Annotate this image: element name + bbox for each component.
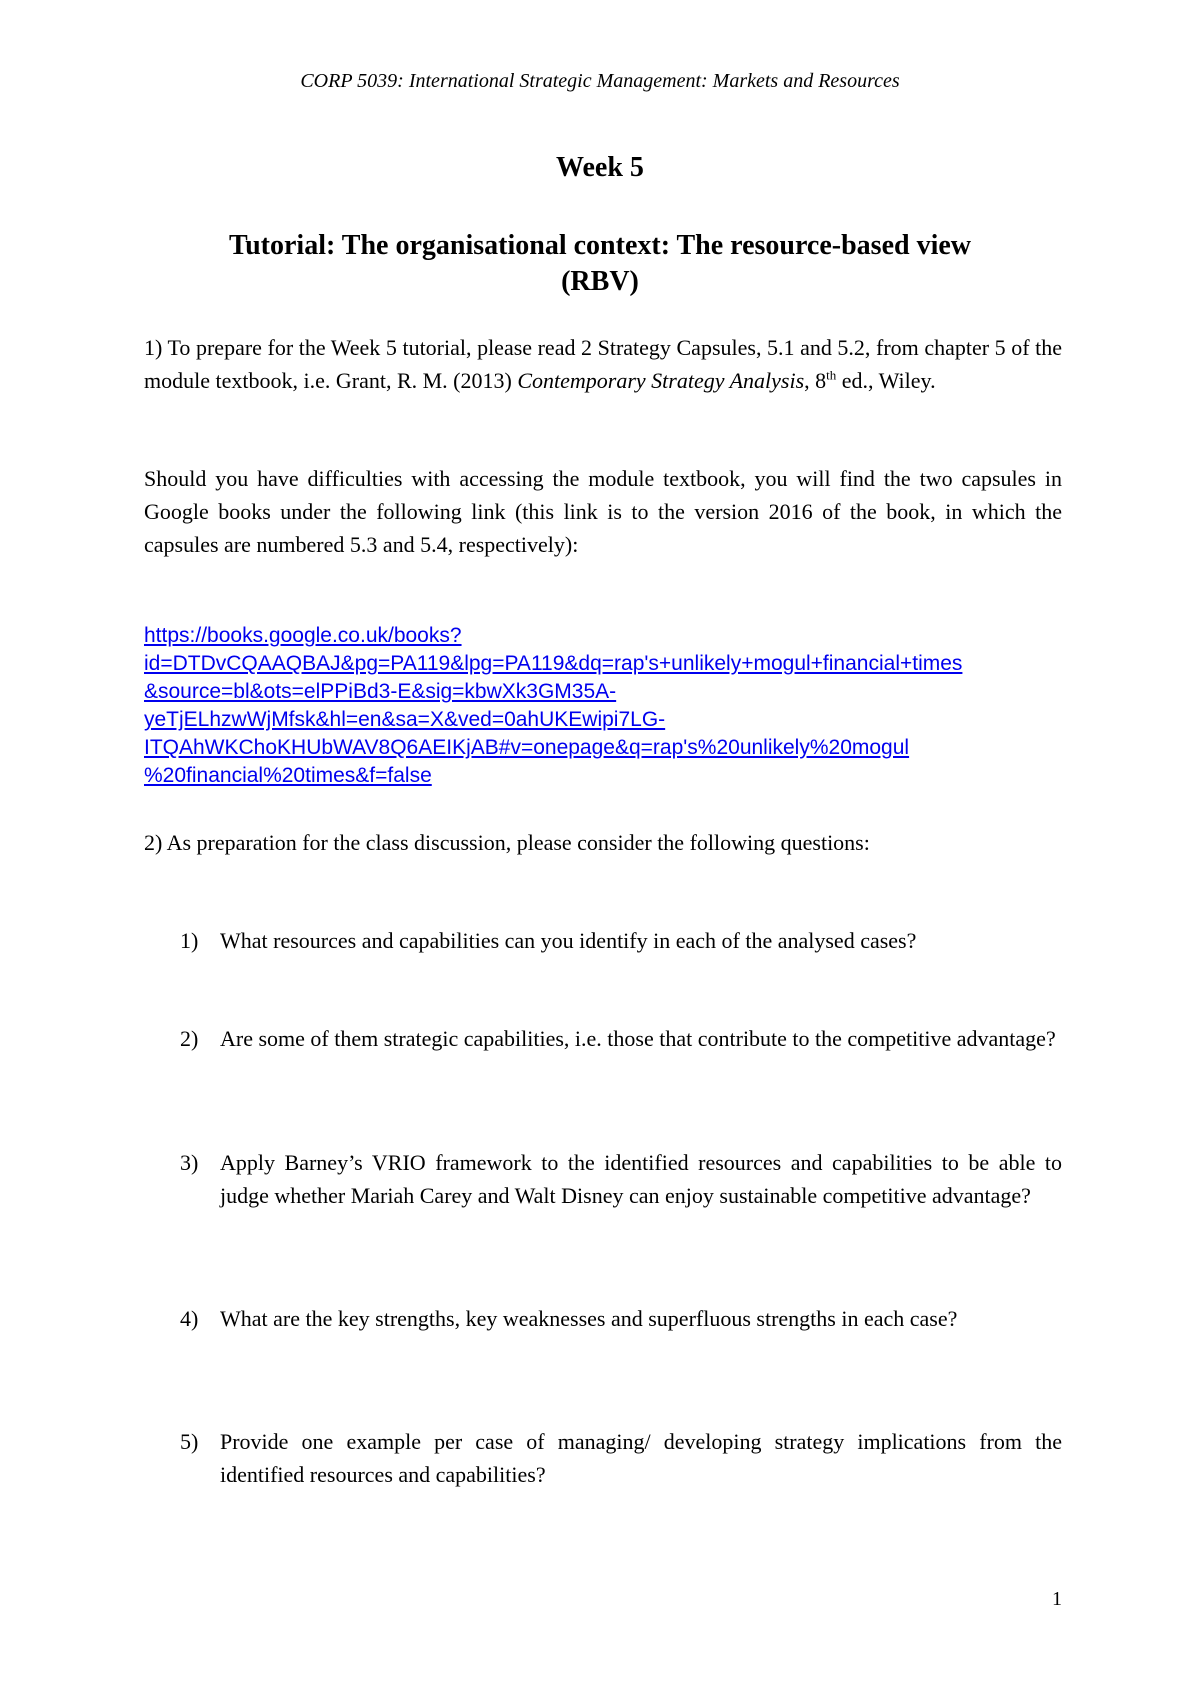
link-line[interactable]: https://books.google.co.uk/books? [144, 624, 462, 647]
page-number: 1 [1052, 1588, 1062, 1610]
question-text: What resources and capabilities can you identify in each of the analysed cases? [220, 928, 917, 953]
edition-superscript: th [826, 367, 837, 383]
reading-intro-text: 1) To prepare for the Week 5 tutorial, please read 2 Strategy Capsules, 5.1 and 5.2, from chapter 5 of the module textbook, i.e. Grant, R. M. (2013) [144, 335, 1062, 393]
tutorial-title-line1: Tutorial: The organisational context: The resource-based view [229, 230, 971, 261]
link-line[interactable]: yeTjELhzwWjMfsk&hl=en&sa=X&ved=0ahUKEwipi7LG- [144, 708, 666, 731]
question-item [144, 1022, 1062, 1055]
question-number: 4) [180, 1306, 199, 1331]
google-books-link[interactable] [144, 622, 1062, 790]
question-number: 5) [180, 1429, 199, 1454]
week-heading: Week 5 [556, 152, 644, 183]
question-item [144, 1146, 1062, 1212]
reading-instructions [144, 331, 1062, 397]
link-line[interactable]: id=DTDvCQAAQBAJ&pg=PA119&lpg=PA119&dq=rap's+unlikely+mogul+financial+times [144, 652, 963, 675]
link-line[interactable]: ITQAhWKChoKHUbWAV8Q6AEIKjAB#v=onepage&q=rap's%20unlikely%20mogul [144, 736, 910, 759]
question-number: 2) [180, 1026, 199, 1051]
question-item [144, 1302, 1062, 1335]
edition-rest: ed., Wiley. [836, 368, 936, 393]
question-text: Provide one example per case of managing/ developing strategy implications from the identified resources and capabilities? [220, 1429, 1062, 1487]
link-line[interactable]: &source=bl&ots=elPPiBd3-E&sig=kbwXk3GM35A- [144, 680, 617, 703]
question-number: 1) [180, 928, 199, 953]
tutorial-title [160, 228, 1040, 300]
question-item [144, 1425, 1062, 1491]
tutorial-title-line2: (RBV) [561, 266, 639, 297]
book-title: Contemporary Strategy Analysis [517, 368, 805, 393]
discussion-intro: 2) As preparation for the class discussion, please consider the following questions: [144, 830, 870, 855]
question-text: Apply Barney’s VRIO framework to the identified resources and capabilities to be able to judge whether Mariah Carey and Walt Disney can enjoy sustainable competitive advantage? [220, 1150, 1062, 1208]
edition-number: , 8 [804, 368, 827, 393]
link-line[interactable]: %20financial%20times&f=false [144, 764, 432, 787]
question-text: What are the key strengths, key weaknesses and superfluous strengths in each case? [220, 1306, 958, 1331]
question-number: 3) [180, 1150, 199, 1175]
course-header: CORP 5039: International Strategic Management: Markets and Resources [300, 70, 900, 92]
question-item [144, 924, 1062, 957]
access-note: Should you have difficulties with accessing the module textbook, you will find the two capsules in Google books under the following link (this link is to the version 2016 of the book, in which the capsules are numbered 5.3 and 5.4, respectively): [144, 466, 1062, 557]
question-text: Are some of them strategic capabilities, i.e. those that contribute to the competitive advantage? [220, 1026, 1056, 1051]
